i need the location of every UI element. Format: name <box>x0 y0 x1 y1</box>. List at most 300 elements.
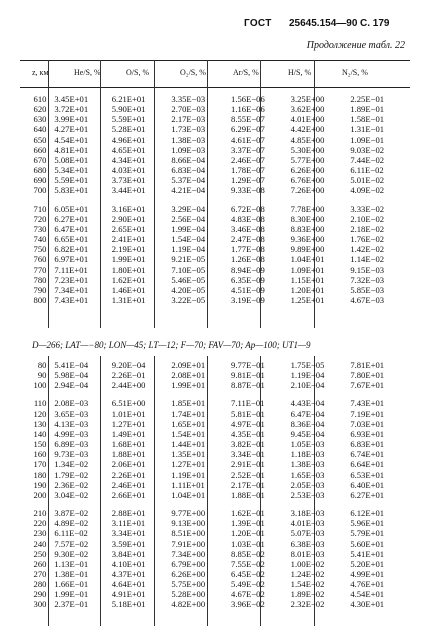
value-cell: 7.43E+01 <box>350 398 385 409</box>
value-cell: 1.78E−07 <box>231 165 265 176</box>
value-cell: 2.10E−04 <box>290 380 325 391</box>
altitude-cell <box>20 500 54 508</box>
table-row <box>20 429 410 439</box>
value-cell: 6.47E+01 <box>54 223 89 234</box>
value-cell: 1.35E+01 <box>171 449 206 460</box>
value-cell: 2.36E−02 <box>54 479 89 490</box>
value-cell: 2.32E−02 <box>290 599 325 610</box>
value-cell: 9.77E+00 <box>171 508 206 519</box>
value-cell: 6.35E−09 <box>231 274 265 285</box>
value-cell: 2.17E−03 <box>171 114 206 125</box>
value-cell: 1.99E+01 <box>111 254 146 265</box>
value-cell: 4.99E+01 <box>350 568 385 579</box>
page-number: С. 179 <box>360 18 390 29</box>
column-header: Ar/S, % <box>233 68 259 77</box>
value-cell: 1.99E−04 <box>171 223 206 234</box>
value-cell: 3.73E+01 <box>111 175 146 186</box>
value-cell: 6.72E−08 <box>231 203 265 214</box>
value-cell: 4.51E−09 <box>231 284 265 295</box>
value-cell: 1.19E−04 <box>290 370 325 381</box>
value-cell: 1.54E−02 <box>290 579 325 590</box>
table-row <box>20 380 410 390</box>
column-header: He/S, % <box>74 68 101 77</box>
value-cell: 2.91E−01 <box>231 459 265 470</box>
value-cell: 4.13E−03 <box>54 418 89 429</box>
standard-number: 25645.154—90 <box>289 18 358 29</box>
table-row <box>20 135 410 145</box>
altitude-cell: 160 <box>33 449 47 460</box>
table-column-header <box>20 60 410 88</box>
table-spacer-row <box>20 390 410 398</box>
value-cell: 2.37E−01 <box>54 599 89 610</box>
value-cell <box>291 500 351 508</box>
value-cell: 1.03E−01 <box>231 538 265 549</box>
altitude-cell: 720 <box>33 213 47 224</box>
value-cell: 1.39E−01 <box>231 518 265 529</box>
value-cell: 6.51E+00 <box>111 398 146 409</box>
value-cell <box>54 390 111 398</box>
value-cell: 1.27E+01 <box>111 418 146 429</box>
value-cell: 8.83E+00 <box>290 223 325 234</box>
value-cell: 8.30E+00 <box>290 213 325 224</box>
value-cell: 5.83E+01 <box>54 185 89 196</box>
value-cell: 3.65E−03 <box>54 408 89 419</box>
value-cell: 3.87E−02 <box>54 508 89 519</box>
table-row <box>20 185 410 195</box>
value-cell: 1.88E+01 <box>111 449 146 460</box>
value-cell: 1.20E+01 <box>290 284 325 295</box>
value-cell: 2.09E+01 <box>171 360 206 370</box>
value-cell: 4.21E−04 <box>171 185 206 196</box>
value-cell <box>171 500 231 508</box>
altitude-cell: 150 <box>33 439 47 450</box>
value-cell: 7.11E+01 <box>54 264 88 275</box>
value-cell: 9.21E−05 <box>171 254 206 265</box>
value-cell <box>171 196 231 204</box>
value-cell: 2.46E+01 <box>111 479 146 490</box>
value-cell: 3.18E−03 <box>290 508 325 519</box>
value-cell: 3.35E−03 <box>171 94 206 104</box>
value-cell: 8.94E−09 <box>231 264 265 275</box>
value-cell: 9.77E−01 <box>231 360 265 370</box>
value-cell: 4.01E+00 <box>290 114 325 125</box>
value-cell: 1.00E−02 <box>290 558 325 569</box>
value-cell: 4.76E+01 <box>350 579 385 590</box>
value-cell: 8.85E−02 <box>231 548 265 559</box>
value-cell <box>231 196 291 204</box>
table-row <box>20 589 410 599</box>
value-cell: 1.11E+01 <box>171 479 205 490</box>
value-cell: 7.32E−03 <box>350 274 385 285</box>
value-cell: 8.87E−01 <box>231 380 265 391</box>
value-cell: 2.88E+01 <box>111 508 146 519</box>
value-cell: 4.42E+00 <box>290 124 325 135</box>
value-cell: 1.66E−01 <box>54 579 89 590</box>
value-cell: 3.72E+01 <box>54 104 89 115</box>
value-cell: 9.13E+00 <box>171 518 206 529</box>
value-cell: 1.19E+01 <box>171 469 206 480</box>
value-cell: 6.12E+01 <box>350 508 385 519</box>
value-cell: 1.88E−01 <box>231 489 265 500</box>
value-cell: 7.57E−02 <box>54 538 89 549</box>
value-cell: 5.46E−05 <box>171 274 206 285</box>
value-cell: 1.31E+01 <box>111 294 146 305</box>
altitude-cell: 800 <box>33 294 47 305</box>
altitude-cell: 280 <box>33 579 47 590</box>
altitude-cell: 660 <box>33 144 47 155</box>
table-row <box>20 124 410 134</box>
altitude-cell <box>20 390 54 398</box>
value-cell: 2.19E+01 <box>111 244 146 255</box>
table-row <box>20 204 410 214</box>
value-cell: 6.21E+01 <box>111 94 146 104</box>
value-cell: 8.51E+00 <box>171 528 206 539</box>
table-row <box>20 265 410 275</box>
value-cell: 1.62E−01 <box>231 508 265 519</box>
value-cell: 1.09E−01 <box>350 134 385 145</box>
altitude-cell: 740 <box>33 234 47 245</box>
table-row <box>20 490 410 500</box>
altitude-cell: 130 <box>33 418 47 429</box>
value-cell: 3.82E−01 <box>231 439 265 450</box>
value-cell: 8.36E−04 <box>290 418 325 429</box>
value-cell: 4.99E−03 <box>54 428 89 439</box>
value-cell: 7.26E+00 <box>290 185 325 196</box>
value-cell: 4.54E+01 <box>54 134 89 145</box>
value-cell: 4.43E−04 <box>290 398 325 409</box>
value-cell: 4.54E+01 <box>350 589 385 600</box>
altitude-cell: 220 <box>33 518 47 529</box>
value-cell: 1.16E−06 <box>231 104 265 115</box>
altitude-cell: 80 <box>37 360 47 370</box>
value-cell: 4.81E+01 <box>54 144 89 155</box>
value-cell: 1.49E+01 <box>111 428 146 439</box>
table-row <box>20 419 410 429</box>
value-cell: 1.77E−08 <box>231 244 265 255</box>
table-row <box>20 569 410 579</box>
data-table-block-2 <box>20 360 410 610</box>
altitude-cell: 210 <box>33 508 47 519</box>
value-cell <box>350 500 410 508</box>
value-cell: 1.54E−04 <box>171 234 206 245</box>
table-row <box>20 175 410 185</box>
value-cell: 3.16E+01 <box>111 203 146 214</box>
value-cell: 1.31E−01 <box>350 124 385 135</box>
value-cell: 5.01E−02 <box>350 175 385 186</box>
altitude-cell: 260 <box>33 558 47 569</box>
value-cell: 5.59E+01 <box>54 175 89 186</box>
value-cell: 6.79E+00 <box>171 558 206 569</box>
value-cell: 2.46E−07 <box>231 154 265 165</box>
value-cell: 4.37E+01 <box>111 568 146 579</box>
value-cell: 3.44E+01 <box>111 185 146 196</box>
value-cell <box>291 390 351 398</box>
table-row <box>20 449 410 459</box>
table-row <box>20 114 410 124</box>
value-cell: 3.99E+01 <box>54 114 89 125</box>
altitude-cell: 290 <box>33 589 47 600</box>
value-cell: 3.45E+01 <box>54 94 89 104</box>
value-cell: 1.42E−02 <box>350 244 385 255</box>
value-cell: 4.82E+00 <box>171 599 206 610</box>
value-cell: 1.29E−07 <box>231 175 265 186</box>
table-row <box>20 285 410 295</box>
value-cell: 1.79E−02 <box>54 469 89 480</box>
table-row <box>20 539 410 549</box>
value-cell: 2.90E+01 <box>111 213 146 224</box>
value-cell: 8.01E−03 <box>290 548 325 559</box>
value-cell: 1.26E−08 <box>231 254 265 265</box>
value-cell: 4.83E−08 <box>231 213 265 224</box>
value-cell: 1.80E+01 <box>111 264 146 275</box>
value-cell: 9.20E−04 <box>111 360 146 370</box>
value-cell: 6.53E+01 <box>350 469 385 480</box>
value-cell: 3.22E−05 <box>171 294 206 305</box>
altitude-cell: 170 <box>33 459 47 470</box>
column-header: H/S, % <box>288 68 312 77</box>
value-cell: 3.33E−02 <box>350 203 385 214</box>
value-cell <box>112 196 172 204</box>
value-cell: 5.28E+01 <box>111 124 146 135</box>
value-cell: 1.75E−05 <box>290 360 325 370</box>
altitude-cell: 110 <box>33 398 47 409</box>
altitude-cell: 620 <box>33 104 47 115</box>
value-cell: 1.27E+01 <box>171 459 206 470</box>
value-cell: 5.28E+00 <box>171 589 206 600</box>
altitude-cell: 650 <box>33 134 47 145</box>
value-cell: 5.98E−04 <box>54 370 89 381</box>
value-cell: 3.34E−01 <box>231 449 265 460</box>
table-row <box>20 94 410 104</box>
value-cell: 4.10E+01 <box>111 558 146 569</box>
value-cell: 2.17E−01 <box>231 479 265 490</box>
value-cell: 6.45E−02 <box>231 568 265 579</box>
value-cell: 6.26E+00 <box>290 165 325 176</box>
value-cell: 3.04E−02 <box>54 489 89 500</box>
value-cell: 2.26E+01 <box>111 469 146 480</box>
value-cell: 1.65E−03 <box>290 469 325 480</box>
altitude-cell: 230 <box>33 528 47 539</box>
value-cell: 1.15E+01 <box>290 274 325 285</box>
table-row <box>20 480 410 490</box>
value-cell: 2.41E+01 <box>111 234 146 245</box>
value-cell: 5.77E+00 <box>290 154 325 165</box>
value-cell: 5.49E−02 <box>231 579 265 590</box>
table-row <box>20 470 410 480</box>
value-cell: 5.90E+01 <box>111 104 146 115</box>
altitude-cell: 780 <box>33 274 47 285</box>
value-cell <box>231 390 291 398</box>
value-cell: 5.59E+01 <box>111 114 146 125</box>
value-cell: 1.18E−03 <box>290 449 325 460</box>
altitude-cell: 610 <box>33 94 47 104</box>
value-cell: 2.56E−04 <box>171 213 206 224</box>
value-cell: 3.19E−09 <box>231 294 265 305</box>
value-cell <box>291 196 351 204</box>
value-cell: 5.34E+01 <box>54 165 89 176</box>
value-cell: 2.26E−01 <box>111 370 146 381</box>
altitude-cell: 270 <box>33 568 47 579</box>
value-cell: 4.20E−05 <box>171 284 206 295</box>
value-cell: 4.01E−03 <box>290 518 325 529</box>
model-conditions-line: D—266; LAT—−80; LON—45; LT—12; F—70; FAV—70; Ap—100; UT1—9 <box>32 340 311 350</box>
value-cell <box>112 500 172 508</box>
value-cell: 3.37E−07 <box>231 144 265 155</box>
value-cell: 1.38E−03 <box>171 134 206 145</box>
value-cell: 1.46E+01 <box>111 284 146 295</box>
value-cell: 6.74E+01 <box>350 449 385 460</box>
value-cell: 2.53E−03 <box>290 489 325 500</box>
altitude-cell: 670 <box>33 154 47 165</box>
altitude-cell: 630 <box>33 114 47 125</box>
table-row <box>20 559 410 569</box>
value-cell: 3.84E+01 <box>111 548 146 559</box>
table-row <box>20 295 410 305</box>
value-cell: 1.65E+01 <box>171 418 206 429</box>
value-cell: 7.55E−02 <box>231 558 265 569</box>
value-cell: 4.09E−02 <box>350 185 385 196</box>
value-cell: 7.91E+00 <box>171 538 206 549</box>
table-row <box>20 528 410 538</box>
value-cell: 7.19E+01 <box>350 408 385 419</box>
altitude-cell: 200 <box>33 489 47 500</box>
value-cell: 2.05E−03 <box>290 479 325 490</box>
value-cell: 8.55E−07 <box>231 114 265 125</box>
value-cell: 3.96E−02 <box>231 599 265 610</box>
value-cell: 7.78E+00 <box>290 203 325 214</box>
value-cell: 4.35E−01 <box>231 428 265 439</box>
value-cell: 6.40E+01 <box>350 479 385 490</box>
value-cell: 2.06E+01 <box>111 459 146 470</box>
value-cell: 7.34E+00 <box>171 548 206 559</box>
value-cell: 7.43E+01 <box>54 294 89 305</box>
value-cell: 2.10E−02 <box>350 213 385 224</box>
value-cell: 1.05E−03 <box>290 439 325 450</box>
table-row <box>20 599 410 609</box>
value-cell: 1.01E+01 <box>111 408 146 419</box>
value-cell: 6.65E+01 <box>54 234 89 245</box>
value-cell: 2.08E−03 <box>54 398 89 409</box>
value-cell: 6.11E−02 <box>350 165 384 176</box>
value-cell: 1.85E+01 <box>171 398 206 409</box>
value-cell: 2.65E+01 <box>111 223 146 234</box>
table-row <box>20 360 410 370</box>
table-row <box>20 508 410 518</box>
altitude-cell: 680 <box>33 165 47 176</box>
value-cell: 1.38E−03 <box>290 459 325 470</box>
value-cell: 1.68E+01 <box>111 439 146 450</box>
table-row <box>20 549 410 559</box>
table-row <box>20 579 410 589</box>
value-cell: 5.85E−03 <box>350 284 385 295</box>
table-continuation-caption: Продолжение табл. 22 <box>306 40 405 51</box>
value-cell: 7.10E−05 <box>171 264 206 275</box>
value-cell: 9.03E−02 <box>350 144 385 155</box>
table-row <box>20 370 410 380</box>
page-header <box>0 18 422 32</box>
value-cell: 4.85E+00 <box>290 134 325 145</box>
value-cell: 1.54E+01 <box>171 428 206 439</box>
value-cell: 6.83E−04 <box>171 165 206 176</box>
value-cell: 1.76E−02 <box>350 234 385 245</box>
value-cell: 5.81E−01 <box>231 408 265 419</box>
altitude-cell: 90 <box>37 370 47 381</box>
value-cell <box>350 196 410 204</box>
value-cell: 3.62E+00 <box>290 104 325 115</box>
value-cell: 6.26E+00 <box>171 568 206 579</box>
value-cell: 1.13E−01 <box>54 558 89 569</box>
altitude-cell: 100 <box>33 380 47 391</box>
value-cell: 1.99E−01 <box>54 589 89 600</box>
value-cell: 7.81E+01 <box>350 360 385 370</box>
value-cell: 7.03E+01 <box>350 418 385 429</box>
value-cell: 1.04E+01 <box>171 489 206 500</box>
value-cell: 5.08E+01 <box>54 154 89 165</box>
value-cell: 1.09E+01 <box>290 264 325 275</box>
value-cell <box>231 500 291 508</box>
altitude-cell: 760 <box>33 254 47 265</box>
value-cell: 1.14E−02 <box>350 254 385 265</box>
table-row <box>20 234 410 244</box>
value-cell: 3.25E+00 <box>290 94 325 104</box>
value-cell: 5.79E+01 <box>350 528 385 539</box>
table-row <box>20 145 410 155</box>
altitude-cell: 750 <box>33 244 47 255</box>
altitude-cell: 770 <box>33 264 47 275</box>
column-header: O₂/S, % <box>180 68 206 77</box>
value-cell: 1.74E+01 <box>171 408 206 419</box>
value-cell: 4.03E+01 <box>111 165 146 176</box>
value-cell: 1.04E+01 <box>290 254 325 265</box>
value-cell: 5.37E−04 <box>171 175 206 186</box>
altitude-cell: 300 <box>33 599 47 610</box>
table-spacer-row <box>20 196 410 204</box>
value-cell <box>54 500 111 508</box>
table-row <box>20 275 410 285</box>
altitude-cell: 240 <box>33 538 47 549</box>
altitude-cell: 640 <box>33 124 47 135</box>
value-cell: 6.89E−03 <box>54 439 89 450</box>
value-cell: 4.67E−03 <box>350 294 385 305</box>
table-spacer-row <box>20 500 410 508</box>
value-cell <box>350 390 410 398</box>
altitude-cell: 690 <box>33 175 47 186</box>
table-row <box>20 104 410 114</box>
altitude-cell: 140 <box>33 428 47 439</box>
table-row <box>20 518 410 528</box>
column-header: O/S, % <box>126 68 150 77</box>
data-table-block-1 <box>20 94 410 305</box>
value-cell: 6.05E+01 <box>54 203 89 214</box>
value-cell: 1.38E−01 <box>54 568 89 579</box>
value-cell: 1.34E−02 <box>54 459 89 470</box>
value-cell: 4.30E+01 <box>350 599 385 610</box>
altitude-cell: 180 <box>33 469 47 480</box>
value-cell: 5.41E−04 <box>54 360 89 370</box>
value-cell: 4.97E−01 <box>231 418 265 429</box>
value-cell: 4.27E+01 <box>54 124 89 135</box>
value-cell: 9.36E+00 <box>290 234 325 245</box>
altitude-cell: 710 <box>33 203 47 214</box>
value-cell: 7.67E+01 <box>350 380 385 391</box>
altitude-cell <box>20 196 54 204</box>
table-row <box>20 459 410 469</box>
value-cell: 1.19E−04 <box>171 244 206 255</box>
value-cell: 2.47E−08 <box>231 234 265 245</box>
value-cell: 6.27E+01 <box>350 489 385 500</box>
table-row <box>20 409 410 419</box>
value-cell: 7.23E+01 <box>54 274 89 285</box>
